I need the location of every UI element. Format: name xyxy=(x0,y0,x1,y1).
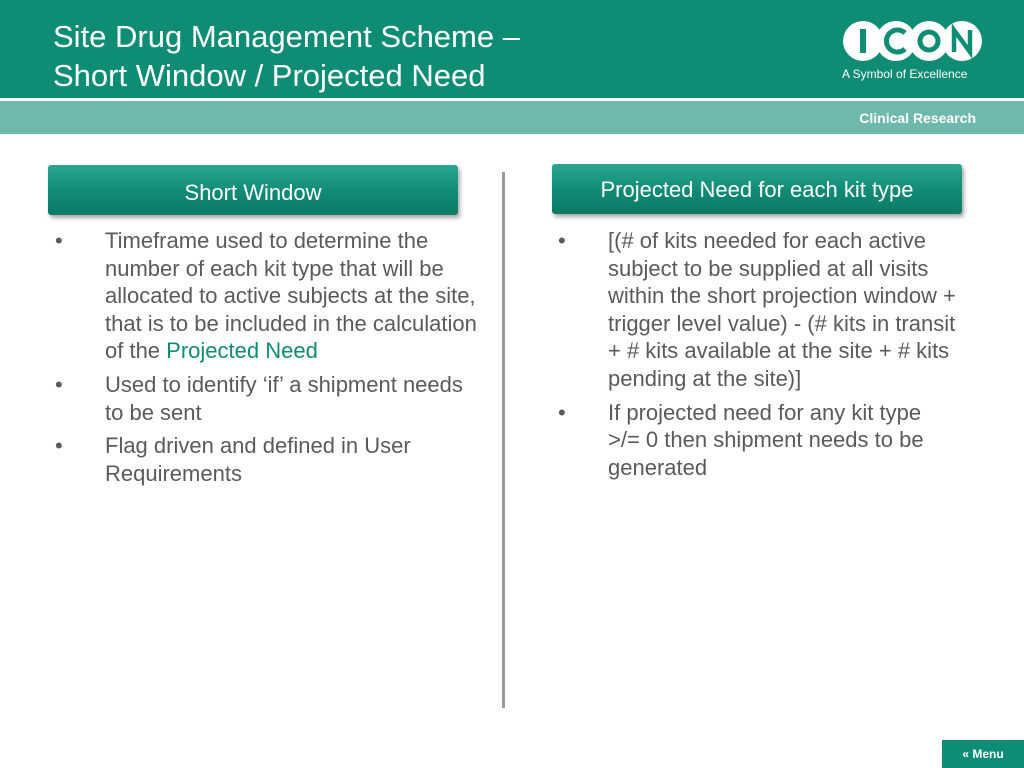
bullet-text: [(# of kits needed for each active subject to be supplied at all visits within the short projection window + trigger level value) - (# kits in transit + # kits available at the site + # kits pending at the site)] xyxy=(608,228,956,391)
bullet-text: Flag driven and defined in User Requirements xyxy=(105,433,411,486)
list-item xyxy=(55,432,487,487)
bullet-icon: • xyxy=(55,228,63,253)
column-divider xyxy=(502,172,505,708)
list-item xyxy=(558,399,958,482)
bullet-text: If projected need for any kit type >/= 0 then shipment needs to be generated xyxy=(608,399,924,480)
header-bar xyxy=(0,0,1024,98)
clinical-research-label: Clinical Research xyxy=(859,110,976,126)
page-title xyxy=(53,17,520,95)
title-line-2: Short Window / Projected Need xyxy=(53,58,486,93)
projected-need-bullets xyxy=(558,227,958,487)
title-line-1: Site Drug Management Scheme – xyxy=(53,19,520,54)
sub-header-bar xyxy=(0,101,1024,134)
projected-need-link: Projected Need xyxy=(166,338,318,364)
short-window-header xyxy=(48,165,458,215)
logo-tagline: A Symbol of Excellence xyxy=(842,67,968,81)
bullet-icon: • xyxy=(558,228,566,253)
list-item xyxy=(55,227,487,365)
bullet-text: Timeframe used to determine the number of each kit type that will be allocated to active subjects at the site, that is to be included in the calculation of the xyxy=(105,228,477,364)
bullet-icon: • xyxy=(55,371,63,397)
list-item xyxy=(55,371,487,426)
short-window-header-text: Short Window xyxy=(184,180,322,205)
bullet-icon: • xyxy=(558,399,566,425)
short-window-bullets xyxy=(55,227,487,493)
bullet-icon: • xyxy=(55,433,63,459)
projected-need-header xyxy=(552,164,962,214)
projected-need-header-text: Projected Need for each kit type xyxy=(600,177,914,202)
list-item xyxy=(558,227,958,393)
icon-logo xyxy=(842,20,984,62)
bullet-text: Used to identify ‘if’ a shipment needs to be sent xyxy=(105,371,463,425)
menu-button[interactable]: « Menu xyxy=(942,740,1024,768)
